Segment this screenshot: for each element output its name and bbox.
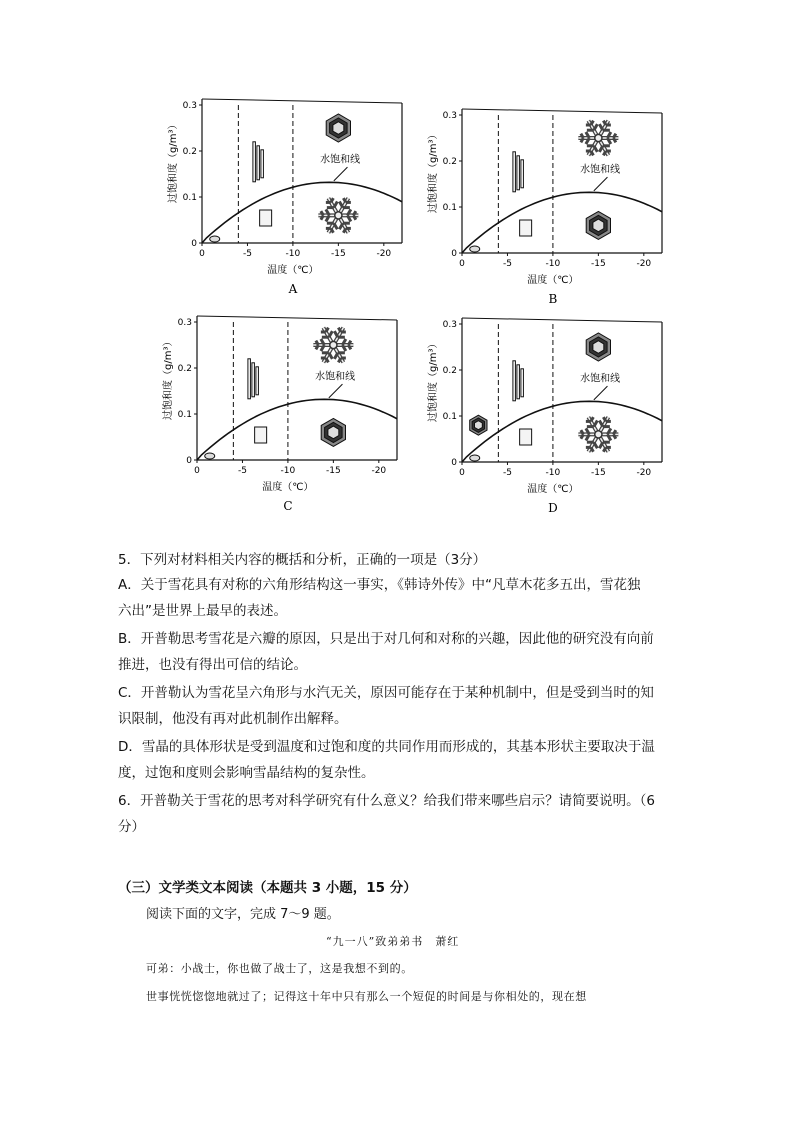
y-tick-label: 0.2: [182, 147, 197, 157]
needle-crystals: [248, 359, 259, 399]
chart-panel-a: [160, 95, 450, 320]
x-tick-label: -20: [636, 259, 652, 269]
x-tick-label: -20: [376, 249, 392, 259]
needle-crystals: [253, 142, 264, 182]
option-a: [118, 572, 678, 624]
water-saturation-curve: [462, 401, 662, 462]
needle-crystals: [513, 361, 524, 401]
x-tick-label: -10: [280, 466, 296, 476]
y-tick-label: 0.2: [442, 366, 457, 376]
section-instruction: 阅读下面的文字，完成 7～9 题。: [146, 907, 340, 922]
option-d: [118, 734, 678, 786]
letter-title: “九一八”致弟弟书 萧红: [326, 935, 460, 948]
x-tick-label: -15: [591, 468, 606, 478]
y-tick-label: 0.3: [442, 111, 457, 121]
x-tick-label: -5: [502, 468, 512, 478]
y-tick-label: 0.3: [177, 318, 192, 328]
y-axis-label: 过饱和度（g/m³）: [428, 129, 439, 213]
question-6-line-2: 分）: [118, 819, 145, 835]
water-saturation-curve: [202, 182, 402, 243]
x-axis-label: 温度（℃）: [527, 275, 579, 286]
x-tick-label: -5: [237, 466, 247, 476]
option-b-line-2: 推进，也没有得出可信的结论。: [118, 657, 307, 673]
x-tick-label: -20: [371, 466, 387, 476]
column-crystal: [520, 220, 532, 236]
option-b: [118, 626, 678, 678]
letter-line-2: 世事恍恍惚惚地就过了；记得这十年中只有那么一个短促的时间是与你相处的，现在想: [146, 990, 587, 1003]
x-tick-label: -15: [326, 466, 341, 476]
option-d-line-1: D．雪晶的具体形状是受到温度和过饱和度的共同作用而形成的，其基本形状主要取决于温: [118, 739, 655, 755]
water-saturation-curve: [462, 192, 662, 253]
curve-label: 水饱和线: [320, 154, 361, 166]
x-tick-label: 0: [194, 466, 200, 476]
y-tick-label: 0: [186, 456, 192, 466]
y-tick-label: 0: [451, 458, 457, 468]
option-c-line-1: C．开普勒认为雪花呈六角形与水汽无关，原因可能存在于某种机制中，但是受到当时的知: [118, 685, 654, 701]
hexagonal-plate-crystal: [326, 114, 350, 142]
chart-panel-d: [420, 314, 710, 539]
panel-letter: D: [548, 501, 558, 514]
question-5-stem: 5．下列对材料相关内容的概括和分析，正确的一项是（3分）: [118, 552, 487, 568]
y-tick-label: 0.1: [442, 203, 457, 213]
curve-label: 水饱和线: [315, 371, 356, 383]
x-tick-label: 0: [199, 249, 205, 259]
y-tick-label: 0: [451, 249, 457, 259]
x-tick-label: -20: [636, 468, 652, 478]
panel-letter: C: [283, 499, 293, 512]
panel-letter: A: [288, 282, 298, 295]
thin-plate-crystal: [205, 453, 215, 459]
section-heading: （三）文学类文本阅读（本题共 3 小题，15 分）: [118, 880, 417, 896]
x-tick-label: 0: [459, 468, 465, 478]
panel-letter: B: [548, 292, 558, 305]
column-crystal: [260, 210, 272, 226]
x-tick-label: -10: [545, 468, 561, 478]
column-crystal: [520, 429, 532, 445]
hexagonal-plate-crystal: [586, 333, 610, 361]
dendrite-crystal: [313, 328, 353, 363]
option-c-line-2: 识限制，他没有再对此机制作出解释。: [118, 711, 348, 727]
y-tick-label: 0.3: [442, 320, 457, 330]
thin-plate-crystal: [210, 236, 220, 242]
x-tick-label: -15: [331, 249, 346, 259]
y-axis-label: 过饱和度（g/m³）: [168, 119, 179, 203]
x-axis-label: 温度（℃）: [267, 265, 319, 276]
x-axis-label: 温度（℃）: [262, 482, 314, 493]
hexagonal-plate-crystal: [321, 418, 345, 446]
thin-plate-crystal: [470, 246, 480, 252]
hexagonal-plate-crystal: [586, 211, 610, 239]
y-tick-label: 0.3: [182, 101, 197, 111]
question-6: [118, 788, 678, 840]
dendrite-crystal: [578, 121, 618, 156]
dendrite-crystal: [578, 417, 618, 452]
column-crystal: [255, 427, 267, 443]
question-6-line-1: 6．开普勒关于雪花的思考对科学研究有什么意义？给我们带来哪些启示？请简要说明。（6: [118, 793, 655, 809]
option-a-line-1: A．关于雪花具有对称的六角形结构这一事实，《韩诗外传》中“凡草木花多五出，雪花独: [118, 577, 641, 593]
hexagonal-plate-crystal-small: [470, 415, 487, 435]
x-axis-label: 温度（℃）: [527, 484, 579, 495]
dendrite-crystal: [318, 198, 358, 233]
y-tick-label: 0.1: [182, 193, 197, 203]
option-d-line-2: 度，过饱和度则会影响雪晶结构的复杂性。: [118, 765, 375, 781]
needle-crystals: [513, 152, 524, 192]
y-axis-label: 过饱和度（g/m³）: [428, 338, 439, 422]
curve-label: 水饱和线: [580, 373, 621, 385]
x-tick-label: -10: [285, 249, 301, 259]
y-tick-label: 0.1: [442, 412, 457, 422]
chart-panel-c: [155, 312, 445, 537]
y-tick-label: 0: [191, 239, 197, 249]
x-tick-label: -15: [591, 259, 606, 269]
thin-plate-crystal: [470, 455, 480, 461]
option-a-line-2: 六出”是世界上最早的表述。: [118, 603, 287, 619]
x-tick-label: -5: [502, 259, 512, 269]
chart-panel-b: [420, 105, 710, 330]
option-c: [118, 680, 678, 732]
x-tick-label: 0: [459, 259, 465, 269]
option-b-line-1: B．开普勒思考雪花是六瓣的原因，只是出于对几何和对称的兴趣，因此他的研究没有向前: [118, 631, 654, 647]
y-tick-label: 0.1: [177, 410, 192, 420]
y-tick-label: 0.2: [442, 157, 457, 167]
x-tick-label: -5: [242, 249, 252, 259]
y-tick-label: 0.2: [177, 364, 192, 374]
water-saturation-curve: [197, 399, 397, 460]
curve-label: 水饱和线: [580, 164, 621, 176]
x-tick-label: -10: [545, 259, 561, 269]
letter-line-1: 可弟：小战士，你也做了战士了，这是我想不到的。: [146, 962, 413, 975]
y-axis-label: 过饱和度（g/m³）: [163, 336, 174, 420]
